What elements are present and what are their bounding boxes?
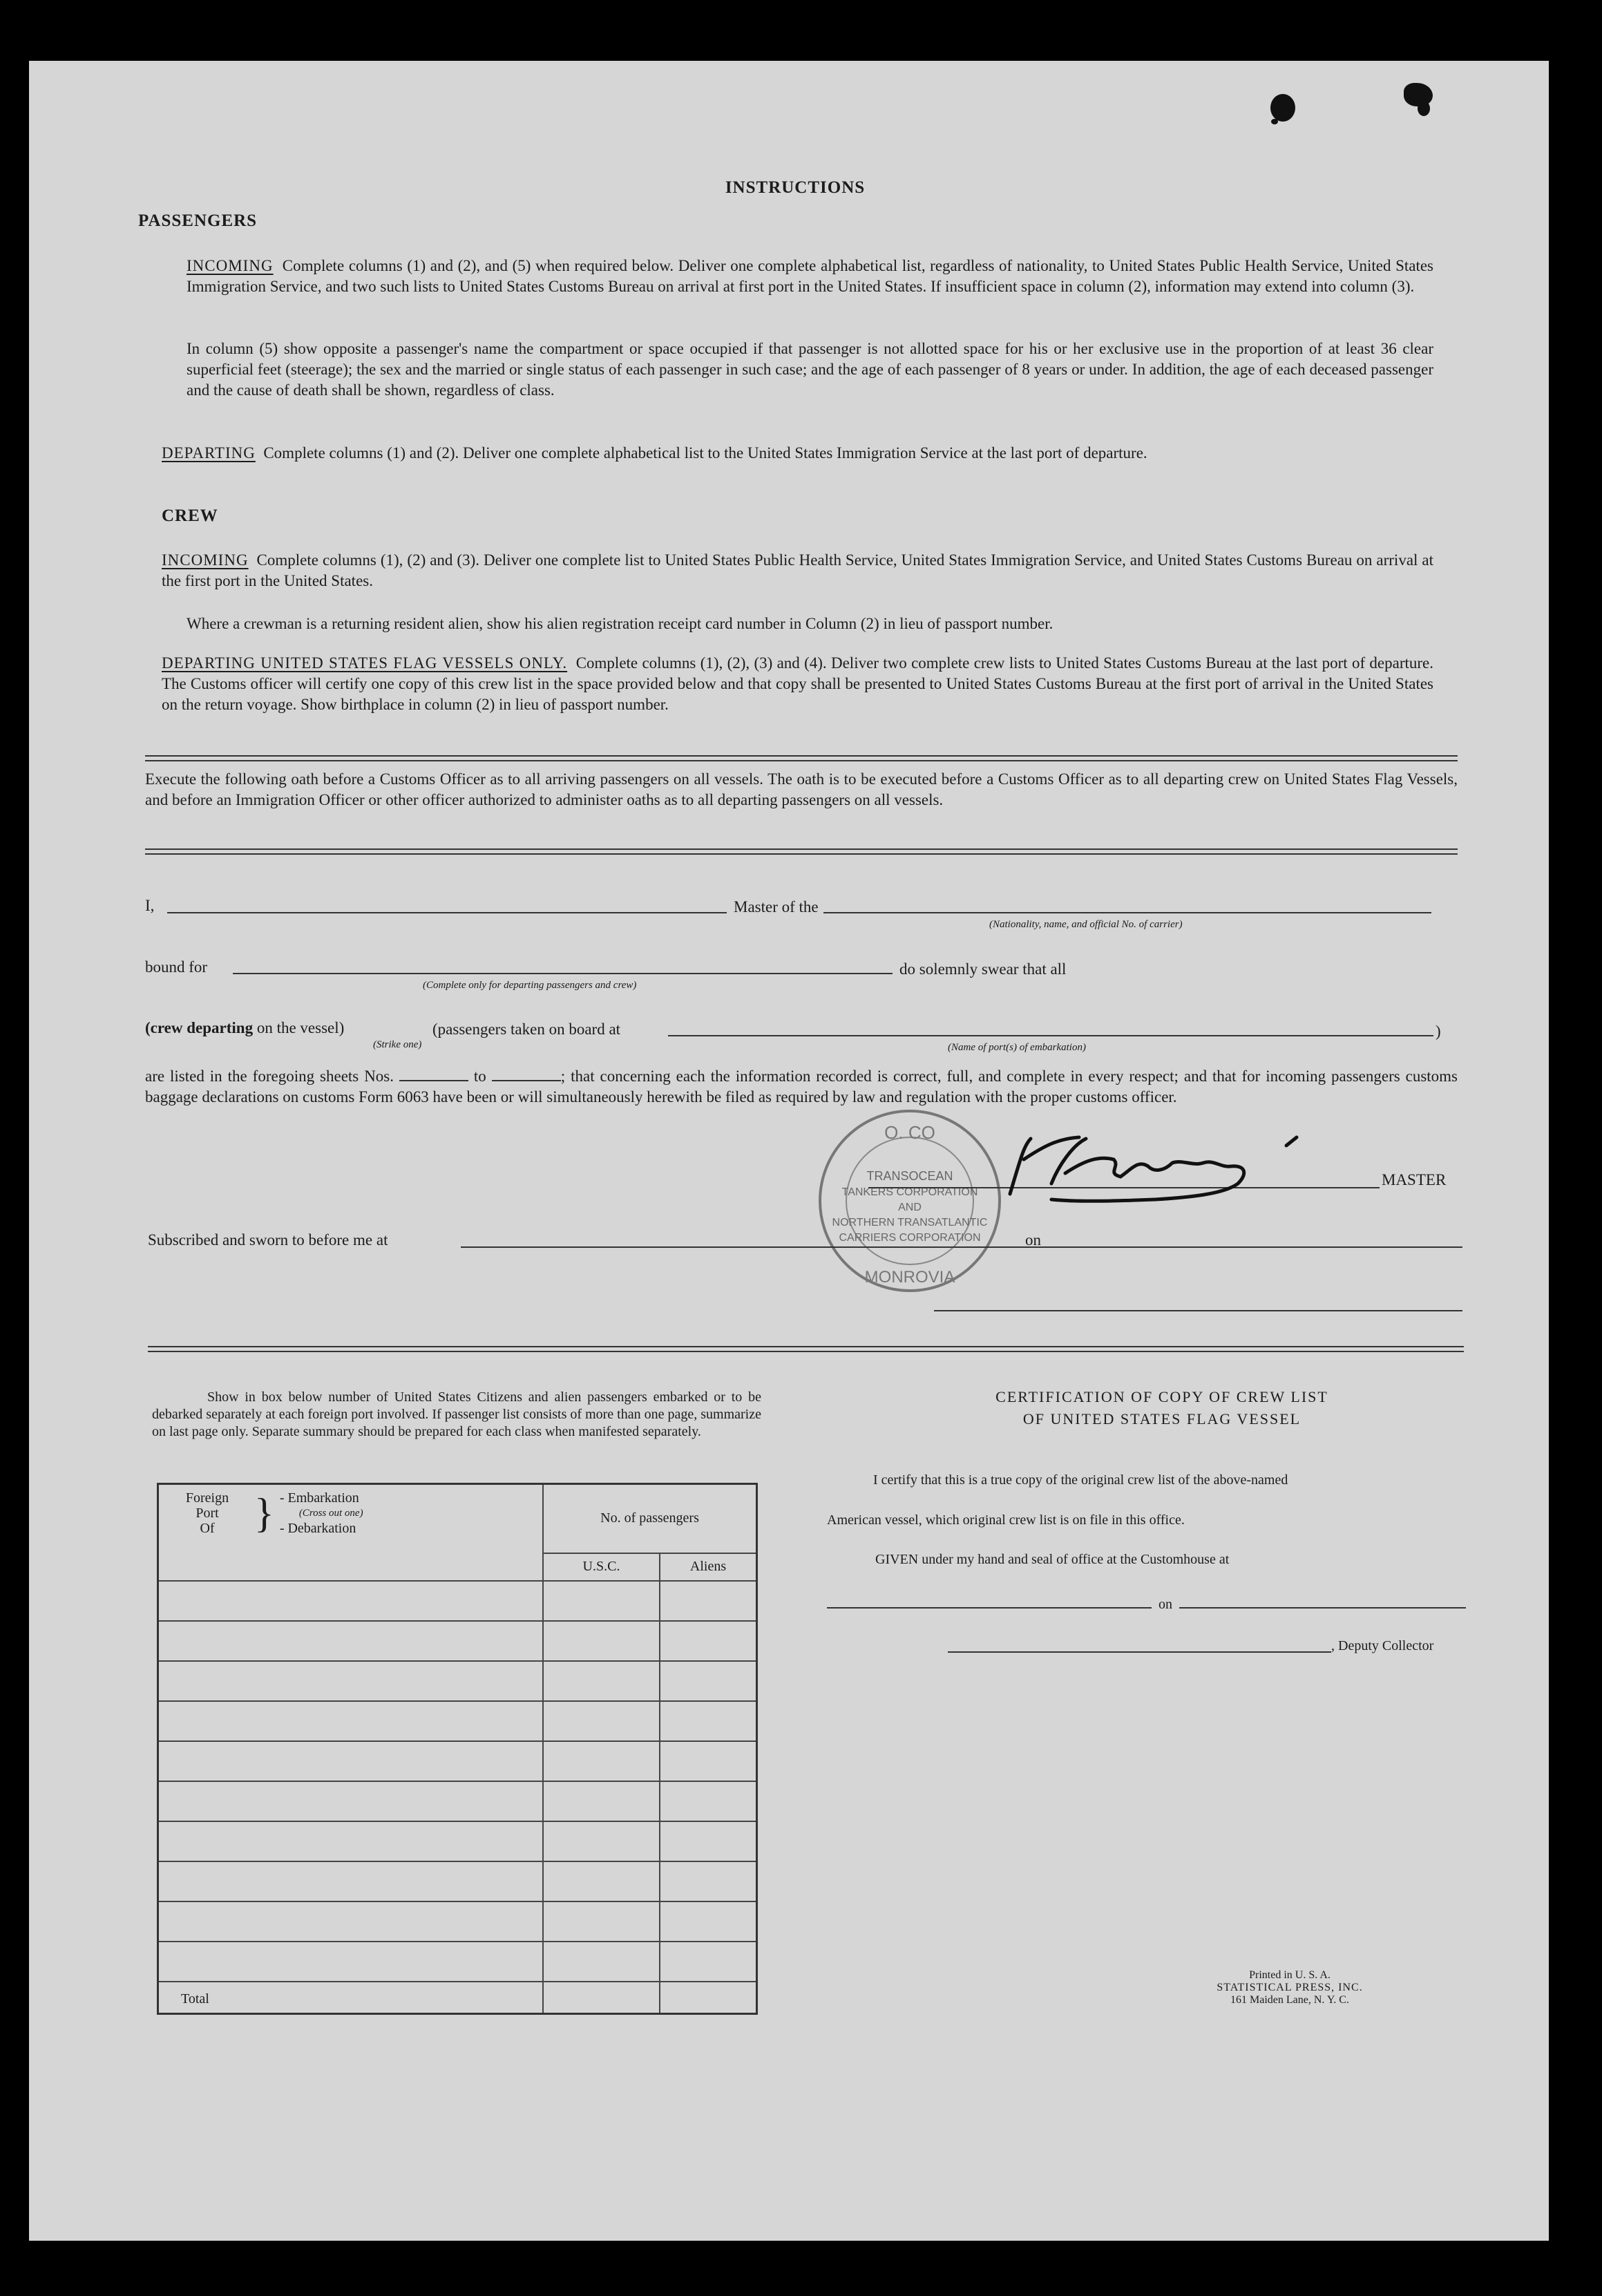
usc-cell[interactable]: [543, 1741, 660, 1781]
subscribed-on-label: on: [1025, 1231, 1041, 1249]
certification-on-label: on: [1158, 1597, 1172, 1612]
usc-cell[interactable]: [543, 1581, 660, 1621]
master-of-label: Master of the: [734, 898, 819, 915]
total-usc-cell[interactable]: [543, 1982, 660, 2014]
aliens-cell[interactable]: [660, 1661, 757, 1701]
master-name-field[interactable]: [167, 912, 727, 913]
certification-title: [844, 1386, 1480, 1430]
stamp-line5: CARRIERS CORPORATION: [839, 1232, 981, 1244]
aliens-cell[interactable]: [660, 1942, 757, 1982]
crew-departing-text: Complete columns (1), (2), (3) and (4). Deliver two complete crew lists to United States Customs Bureau at the last port of departure. The Customs officer will certify one copy of this crew list in the space provided below and that copy shall be presented to United States Customs Bureau at the first port of arrival in the United States on the return voyage. Show birthplace in column (2) in lieu of passport number.: [162, 654, 1433, 713]
aliens-cell[interactable]: [660, 1901, 757, 1942]
crew-incoming-text: Complete columns (1), (2) and (3). Deliver one complete list to United States Public Health Service, United States Immigration Service, and United States Customs Bureau on arrival at the first port in the United States.: [162, 551, 1433, 589]
stamp-top-text: O. CO: [884, 1122, 935, 1143]
aliens-cell[interactable]: [660, 1741, 757, 1781]
aliens-cell[interactable]: [660, 1621, 757, 1661]
divider: [145, 755, 1458, 761]
summary-instructions: Show in box below number of United States Citizens and alien passengers embarked or to be debarked separately at each foreign port involved. If passenger list consists of more than one page, summarize on last page only. Separate summary should be prepared for each class when manifested separately.: [152, 1389, 761, 1439]
usc-cell[interactable]: [543, 1861, 660, 1901]
printer-line1: Printed in U. S. A.: [1249, 1969, 1331, 1981]
passengers-departing-text: Complete columns (1) and (2). Deliver one complete alphabetical list to the United States Immigration Service at the last port of departure.: [263, 444, 1147, 462]
stamp-line2: TANKERS CORPORATION: [841, 1186, 978, 1198]
ink-blot: [1270, 94, 1295, 122]
certification-title-line2: OF UNITED STATES FLAG VESSEL: [1022, 1410, 1301, 1427]
port-cell[interactable]: [158, 1942, 544, 1982]
total-aliens-cell[interactable]: [660, 1982, 757, 2014]
port-cell[interactable]: [158, 1821, 544, 1861]
usc-cell[interactable]: [543, 1661, 660, 1701]
ink-blot: [1418, 101, 1430, 116]
usc-header: U.S.C.: [543, 1553, 660, 1581]
usc-cell[interactable]: [543, 1821, 660, 1861]
crew-incoming-label: INCOMING: [162, 551, 249, 569]
close-paren: ): [1436, 1023, 1441, 1040]
oath-i-label: I,: [145, 897, 155, 914]
certify-line1: I certify that this is a true copy of the original crew list of the above-named: [873, 1472, 1288, 1488]
passengers-departing-label: DEPARTING: [162, 444, 256, 462]
stamp-line3: AND: [898, 1202, 922, 1213]
passengers-column5-paragraph: In column (5) show opposite a passenger's name the compartment or space occupied if that passenger is not allotted space for his or her exclusive use in the proportion of at least 36 clear superficial feet (steerage); the sex and the married or single status of each passenger in such case; and the age of each passenger of 8 years or under. In addition, the age of each deceased passenger and the cause of death shall be shown, regardless of class.: [187, 340, 1433, 399]
bound-for-label: bound for: [145, 958, 208, 976]
to-label: to: [473, 1068, 486, 1085]
certify-line2: American vessel, which original crew list is on file in this office.: [827, 1512, 1185, 1528]
on-vessel-label: on the vessel): [256, 1019, 345, 1036]
bound-for-caption: (Complete only for departing passengers and crew): [423, 980, 637, 991]
subscribed-label: Subscribed and sworn to before me at: [148, 1231, 388, 1249]
master-signature: [982, 1118, 1328, 1215]
officer-signature-field[interactable]: [934, 1310, 1462, 1311]
usc-cell[interactable]: [543, 1781, 660, 1821]
crew-departing-option: [145, 1018, 344, 1038]
aliens-cell[interactable]: [660, 1701, 757, 1741]
divider: [148, 1346, 1464, 1352]
listed-prefix: are listed in the foregoing sheets Nos.: [145, 1068, 394, 1085]
embarkation-port-field[interactable]: [668, 1035, 1433, 1036]
subscribed-place-field[interactable]: [461, 1246, 1048, 1248]
passengers-taken-label: (passengers taken on board at: [432, 1021, 621, 1038]
stamp-line4: NORTHERN TRANSATLANTIC: [832, 1217, 988, 1228]
form-page: [29, 61, 1549, 2241]
aliens-header: Aliens: [660, 1553, 757, 1581]
cross-out-caption: (Cross out one): [298, 1508, 363, 1519]
deputy-collector-label: , Deputy Collector: [1331, 1638, 1434, 1653]
ports-summary-table: [157, 1483, 758, 2015]
usc-cell[interactable]: [543, 1621, 660, 1661]
passengers-incoming-paragraph: [187, 256, 1433, 297]
carrier-field[interactable]: [823, 912, 1431, 913]
aliens-cell[interactable]: [660, 1821, 757, 1861]
printer-imprint: [1196, 1969, 1383, 2006]
foreign-port-line3: Of: [200, 1521, 215, 1536]
printer-line3: 161 Maiden Lane, N. Y. C.: [1230, 1994, 1349, 2006]
no-passengers-header: No. of passengers: [543, 1484, 757, 1553]
passengers-incoming-text: Complete columns (1) and (2), and (5) when required below. Deliver one complete alphabetical list, regardless of nationality, to United States Public Health Service, United States Immigration Service, and two such lists to United States Customs Bureau on arrival at first port in the United States. If insufficient space in column (2), information may extend into column (3).: [187, 257, 1434, 295]
certification-date-field[interactable]: [1179, 1607, 1466, 1609]
passengers-departing-paragraph: [162, 443, 1433, 464]
port-cell[interactable]: [158, 1621, 544, 1661]
strike-caption: (Strike one): [373, 1039, 422, 1050]
crew-departing-strike: (crew departing: [145, 1019, 254, 1036]
embarkation-option[interactable]: - Embarkation: [279, 1490, 359, 1506]
listed-text: ; that concerning each the information recorded is correct, full, and complete in every respect; and that for incoming passengers customs baggage declarations on customs Form 6063 have been or will simultaneously herewith be filed as required by law and regulation with the proper customs officer.: [145, 1068, 1458, 1106]
port-header-cell: [158, 1484, 544, 1581]
crew-departing-paragraph: [162, 653, 1433, 715]
passengers-heading: PASSENGERS: [138, 211, 258, 230]
crew-incoming-paragraph: [162, 550, 1433, 591]
stamp-line1: TRANSOCEAN: [866, 1169, 953, 1183]
crew-resident-paragraph: Where a crewman is a returning resident alien, show his alien registration receipt card number in Column (2) in lieu of passport number.: [187, 615, 1053, 632]
brace-icon: }: [254, 1490, 274, 1536]
aliens-cell[interactable]: [660, 1861, 757, 1901]
crew-heading: CREW: [162, 506, 218, 525]
aliens-cell[interactable]: [660, 1781, 757, 1821]
usc-cell[interactable]: [543, 1942, 660, 1982]
port-cell[interactable]: [158, 1581, 544, 1621]
oath-instructions: Execute the following oath before a Customs Officer as to all arriving passengers on all vessels. The oath is to be executed before a Customs Officer as to all departing crew on United States Flag Vessels, and before an Immigration Officer or other officer authorized to administer oaths as to all departing passengers on all vessels.: [145, 770, 1458, 808]
foreign-port-line1: Foreign: [185, 1490, 229, 1506]
port-cell[interactable]: [158, 1781, 544, 1821]
port-cell[interactable]: [158, 1861, 544, 1901]
swear-label: do solemnly swear that all: [899, 960, 1067, 978]
port-cell[interactable]: [158, 1741, 544, 1781]
sheet-from-field[interactable]: [399, 1080, 468, 1081]
given-line: GIVEN under my hand and seal of office at the Customhouse at: [875, 1552, 1230, 1567]
subscribed-date-field[interactable]: [1045, 1246, 1462, 1248]
passengers-incoming-label: INCOMING: [187, 257, 274, 274]
page-title: INSTRUCTIONS: [725, 178, 866, 197]
debarkation-option[interactable]: - Debarkation: [279, 1521, 356, 1536]
total-label: Total: [158, 1982, 544, 2014]
port-cell[interactable]: [158, 1661, 544, 1701]
divider: [145, 848, 1458, 855]
port-cell[interactable]: [158, 1901, 544, 1942]
customhouse-field[interactable]: [827, 1607, 1152, 1609]
port-caption: (Name of port(s) of embarkation): [948, 1042, 1086, 1053]
deputy-signature-field[interactable]: [948, 1651, 1331, 1653]
carrier-caption: (Nationality, name, and official No. of carrier): [989, 919, 1183, 930]
printer-line2: STATISTICAL PRESS, INC.: [1217, 1982, 1363, 1993]
crew-departing-label: DEPARTING UNITED STATES FLAG VESSELS ONLY.: [162, 654, 568, 672]
ink-blot: [1271, 119, 1278, 124]
stamp-bottom-text: MONROVIA: [864, 1268, 955, 1287]
sheet-to-field[interactable]: [492, 1080, 561, 1081]
usc-cell[interactable]: [543, 1901, 660, 1942]
certification-title-line1: CERTIFICATION OF COPY OF CREW LIST: [995, 1388, 1328, 1405]
usc-cell[interactable]: [543, 1701, 660, 1741]
master-label: MASTER: [1382, 1171, 1447, 1188]
port-cell[interactable]: [158, 1701, 544, 1741]
foreign-port-line2: Port: [196, 1506, 219, 1521]
aliens-cell[interactable]: [660, 1581, 757, 1621]
bound-for-field[interactable]: [233, 973, 893, 974]
